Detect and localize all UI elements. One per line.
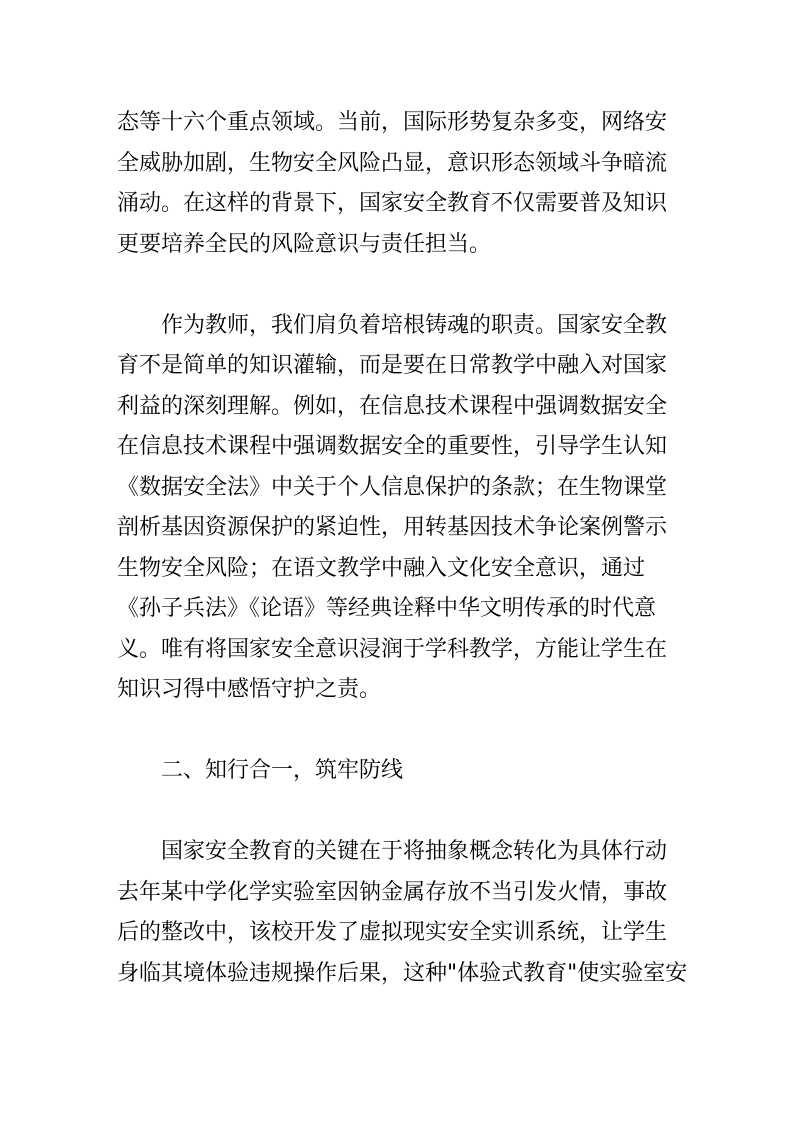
text-line: 国家安全教育的关键在于将抽象概念转化为具体行动	[161, 839, 668, 864]
text-line: 后的整改中，该校开发了虚拟现实安全实训系统，让学生	[117, 920, 668, 945]
text-line: 身临其境体验违规操作后果，这种"体验式教育"使实验室安	[117, 960, 688, 986]
text-line: 全威胁加剧，生物安全风险凸显，意识形态领域斗争暗流	[117, 150, 668, 176]
paragraph-3	[117, 832, 688, 994]
section-heading-text: 二、知行合一，筑牢防线	[161, 758, 404, 783]
paragraph-1	[117, 103, 677, 265]
text-line: 知识习得中感悟守护之责。	[117, 677, 382, 702]
text-line: 利益的深刻理解。例如，在信息技术课程中强调数据安全	[117, 393, 668, 419]
text-line: 《数据安全法》中关于个人信息保护的条款；在生物课堂	[117, 474, 668, 500]
text-line: 义。唯有将国家安全意识浸润于学科教学，方能让学生在	[117, 636, 668, 662]
text-line: 生物安全风险；在语文教学中融入文化安全意识，通过	[117, 555, 646, 581]
paragraph-2	[117, 306, 677, 711]
text-line: 在信息技术课程中强调数据安全的重要性，引导学生认知	[117, 434, 668, 459]
paragraph-spacer	[117, 265, 677, 306]
document-body	[117, 103, 688, 994]
text-line: 更要培养全民的风险意识与责任担当。	[117, 231, 492, 257]
paragraph-spacer	[117, 711, 677, 752]
text-line: 《孙子兵法》《论语》等经典诠释中华文明传承的时代意	[117, 596, 657, 621]
section-heading	[117, 751, 677, 792]
text-line: 作为教师，我们肩负着培根铸魂的职责。国家安全教	[161, 312, 668, 338]
text-line: 态等十六个重点领域。当前，国际形势复杂多变，网络安	[117, 110, 668, 135]
paragraph-spacer	[117, 792, 677, 833]
text-line: 去年某中学化学实验室因钠金属存放不当引发火情，事故	[117, 879, 668, 905]
text-line: 涌动。在这样的背景下，国家安全教育不仅需要普及知识	[117, 191, 668, 216]
text-line: 育不是简单的知识灌输，而是要在日常教学中融入对国家	[117, 353, 668, 378]
text-line: 剖析基因资源保护的紧迫性，用转基因技术争论案例警示	[117, 515, 668, 540]
